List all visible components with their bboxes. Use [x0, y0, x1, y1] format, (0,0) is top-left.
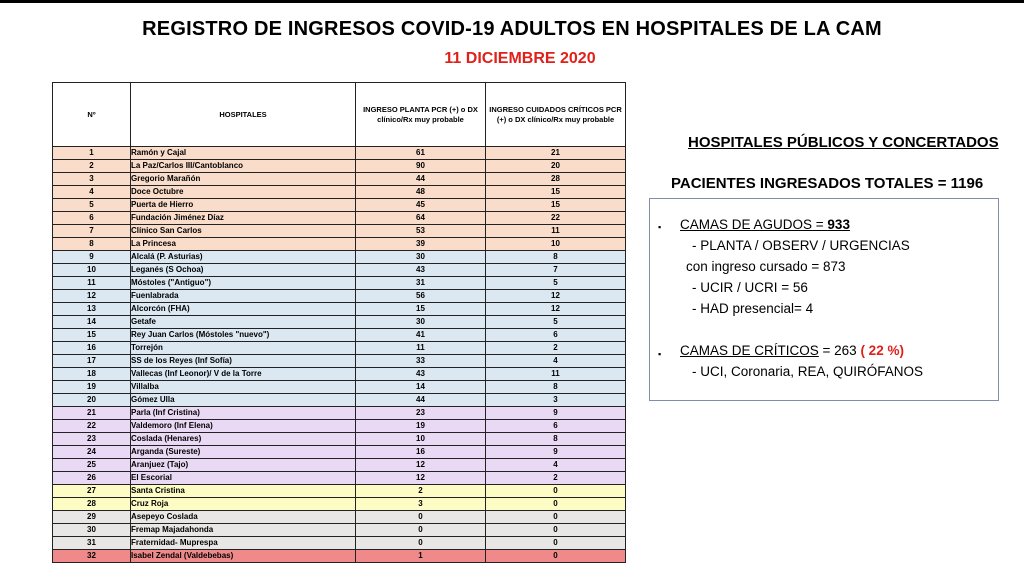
table-row [53, 459, 626, 472]
criticos-count: 0 [486, 485, 626, 498]
criticos-value: = 263 [818, 343, 861, 358]
criticos-detail-1: - UCI, Coronaria, REA, QUIRÓFANOS [692, 364, 924, 379]
table-row [53, 329, 626, 342]
hospital-name: Puerta de Hierro [131, 199, 356, 212]
planta-count: 2 [356, 485, 486, 498]
hospital-name: Doce Octubre [131, 186, 356, 199]
hospital-name: El Escorial [131, 472, 356, 485]
table-row [53, 511, 626, 524]
row-number: 21 [53, 407, 131, 420]
table-row [53, 238, 626, 251]
row-number: 14 [53, 316, 131, 329]
planta-count: 53 [356, 225, 486, 238]
criticos-count: 9 [486, 407, 626, 420]
planta-count: 48 [356, 186, 486, 199]
table-row [53, 524, 626, 537]
hospital-name: Asepeyo Coslada [131, 511, 356, 524]
row-number: 23 [53, 433, 131, 446]
table-row [53, 394, 626, 407]
criticos-count: 6 [486, 420, 626, 433]
agudos-equals: = [812, 217, 828, 232]
planta-count: 33 [356, 355, 486, 368]
criticos-count: 2 [486, 342, 626, 355]
row-number: 6 [53, 212, 131, 225]
criticos-count: 3 [486, 394, 626, 407]
row-number: 19 [53, 381, 131, 394]
row-number: 5 [53, 199, 131, 212]
header-planta: INGRESO PLANTA PCR (+) o DX clínico/Rx muy probable [356, 83, 486, 147]
hospital-name: Villalba [131, 381, 356, 394]
table-row [53, 173, 626, 186]
criticos-label: CAMAS DE CRÍTICOS [680, 343, 819, 358]
hospital-name: Alcalá (P. Asturias) [131, 251, 356, 264]
row-number: 11 [53, 277, 131, 290]
hospital-name: Valdemoro (Inf Elena) [131, 420, 356, 433]
table-body [53, 147, 626, 563]
criticos-percentage: ( 22 %) [860, 343, 904, 358]
planta-count: 14 [356, 381, 486, 394]
criticos-count: 5 [486, 277, 626, 290]
row-number: 32 [53, 550, 131, 563]
criticos-count: 12 [486, 303, 626, 316]
criticos-count: 11 [486, 225, 626, 238]
table-row [53, 225, 626, 238]
criticos-count: 4 [486, 355, 626, 368]
table-row [53, 199, 626, 212]
table-row [53, 485, 626, 498]
criticos-count: 10 [486, 238, 626, 251]
criticos-count: 12 [486, 290, 626, 303]
row-number: 10 [53, 264, 131, 277]
total-patients: PACIENTES INGRESADOS TOTALES = 1196 [671, 175, 984, 192]
header-criticos: INGRESO CUIDADOS CRÍTICOS PCR (+) o DX clínico/Rx muy probable [486, 83, 626, 147]
criticos-count: 21 [486, 147, 626, 160]
criticos-count: 8 [486, 433, 626, 446]
row-number: 15 [53, 329, 131, 342]
row-number: 20 [53, 394, 131, 407]
row-number: 24 [53, 446, 131, 459]
criticos-count: 0 [486, 537, 626, 550]
table-row [53, 186, 626, 199]
row-number: 2 [53, 160, 131, 173]
planta-count: 44 [356, 173, 486, 186]
hospital-name: Coslada (Henares) [131, 433, 356, 446]
planta-count: 43 [356, 368, 486, 381]
agudos-detail-2: con ingreso cursado = 873 [686, 259, 846, 274]
planta-count: 1 [356, 550, 486, 563]
row-number: 12 [53, 290, 131, 303]
planta-count: 64 [356, 212, 486, 225]
row-number: 28 [53, 498, 131, 511]
page-title: REGISTRO DE INGRESOS COVID-19 ADULTOS EN HOSPITALES DE LA CAM [142, 18, 882, 40]
table-row [53, 316, 626, 329]
planta-count: 12 [356, 459, 486, 472]
table-row [53, 277, 626, 290]
bullet-icon: ▪ [658, 349, 662, 359]
hospital-name: Gómez Ulla [131, 394, 356, 407]
row-number: 31 [53, 537, 131, 550]
table-row [53, 472, 626, 485]
table-row [53, 498, 626, 511]
row-number: 9 [53, 251, 131, 264]
agudos-detail-1: - PLANTA / OBSERV / URGENCIAS [692, 238, 910, 253]
bullet-icon: ▪ [658, 222, 662, 232]
hospital-name: Ramón y Cajal [131, 147, 356, 160]
table-row [53, 342, 626, 355]
criticos-count: 20 [486, 160, 626, 173]
hospital-name: La Paz/Carlos III/Cantoblanco [131, 160, 356, 173]
planta-count: 16 [356, 446, 486, 459]
criticos-count: 0 [486, 511, 626, 524]
criticos-count: 9 [486, 446, 626, 459]
planta-count: 30 [356, 316, 486, 329]
table-row [53, 355, 626, 368]
planta-count: 15 [356, 303, 486, 316]
table-row [53, 433, 626, 446]
planta-count: 3 [356, 498, 486, 511]
criticos-count: 15 [486, 186, 626, 199]
hospital-name: Vallecas (Inf Leonor)/ V de la Torre [131, 368, 356, 381]
table-row [53, 550, 626, 563]
hospital-name: Rey Juan Carlos (Móstoles "nuevo") [131, 329, 356, 342]
table-row [53, 251, 626, 264]
planta-count: 45 [356, 199, 486, 212]
planta-count: 0 [356, 524, 486, 537]
row-number: 13 [53, 303, 131, 316]
agudos-detail-3: - UCIR / UCRI = 56 [692, 280, 808, 295]
planta-count: 43 [356, 264, 486, 277]
planta-count: 12 [356, 472, 486, 485]
header-number: Nº [53, 83, 131, 147]
planta-count: 23 [356, 407, 486, 420]
criticos-count: 28 [486, 173, 626, 186]
hospital-name: Móstoles ("Antiguo") [131, 277, 356, 290]
planta-count: 30 [356, 251, 486, 264]
table-row [53, 303, 626, 316]
planta-count: 31 [356, 277, 486, 290]
hospital-name: Fraternidad- Muprespa [131, 537, 356, 550]
row-number: 16 [53, 342, 131, 355]
criticos-count: 7 [486, 264, 626, 277]
criticos-count: 5 [486, 316, 626, 329]
row-number: 17 [53, 355, 131, 368]
hospital-name: Aranjuez (Tajo) [131, 459, 356, 472]
table-row [53, 420, 626, 433]
row-number: 22 [53, 420, 131, 433]
planta-count: 41 [356, 329, 486, 342]
hospital-name: Santa Cristina [131, 485, 356, 498]
agudos-line [680, 215, 850, 235]
hospital-name: Fundación Jiménez Díaz [131, 212, 356, 225]
hospital-name: Leganés (S Ochoa) [131, 264, 356, 277]
planta-count: 61 [356, 147, 486, 160]
hospital-name: Getafe [131, 316, 356, 329]
criticos-count: 0 [486, 524, 626, 537]
hospital-name: Torrejón [131, 342, 356, 355]
table-row [53, 381, 626, 394]
row-number: 26 [53, 472, 131, 485]
planta-count: 19 [356, 420, 486, 433]
table-row [53, 264, 626, 277]
row-number: 1 [53, 147, 131, 160]
row-number: 18 [53, 368, 131, 381]
hospital-admissions-table [52, 82, 626, 563]
planta-count: 0 [356, 537, 486, 550]
agudos-value: 933 [827, 217, 850, 232]
hospital-name: Fuenlabrada [131, 290, 356, 303]
table-row [53, 290, 626, 303]
hospital-name: Cruz Roja [131, 498, 356, 511]
planta-count: 0 [356, 511, 486, 524]
agudos-detail-4: - HAD presencial= 4 [692, 301, 814, 316]
planta-count: 39 [356, 238, 486, 251]
criticos-count: 4 [486, 459, 626, 472]
row-number: 4 [53, 186, 131, 199]
row-number: 27 [53, 485, 131, 498]
report-date: 11 DICIEMBRE 2020 [444, 50, 596, 67]
table-row [53, 147, 626, 160]
row-number: 8 [53, 238, 131, 251]
row-number: 7 [53, 225, 131, 238]
criticos-count: 8 [486, 381, 626, 394]
criticos-count: 22 [486, 212, 626, 225]
criticos-count: 8 [486, 251, 626, 264]
table-header-row [53, 83, 626, 147]
hospital-name: Fremap Majadahonda [131, 524, 356, 537]
planta-count: 44 [356, 394, 486, 407]
table-row [53, 212, 626, 225]
row-number: 3 [53, 173, 131, 186]
criticos-line [680, 341, 904, 361]
hospital-name: Alcorcón (FHA) [131, 303, 356, 316]
criticos-count: 0 [486, 550, 626, 563]
table-row [53, 368, 626, 381]
table-row [53, 407, 626, 420]
beds-summary-box [649, 198, 999, 401]
summary-heading: HOSPITALES PÚBLICOS Y CONCERTADOS [688, 134, 999, 151]
hospital-name: Parla (Inf Cristina) [131, 407, 356, 420]
agudos-label: CAMAS DE AGUDOS [680, 217, 813, 232]
row-number: 25 [53, 459, 131, 472]
hospital-name: Isabel Zendal (Valdebebas) [131, 550, 356, 563]
row-number: 30 [53, 524, 131, 537]
criticos-count: 15 [486, 199, 626, 212]
hospital-name: La Princesa [131, 238, 356, 251]
hospital-name: Clínico San Carlos [131, 225, 356, 238]
table-row [53, 537, 626, 550]
planta-count: 56 [356, 290, 486, 303]
planta-count: 10 [356, 433, 486, 446]
hospital-name: Arganda (Sureste) [131, 446, 356, 459]
row-number: 29 [53, 511, 131, 524]
planta-count: 11 [356, 342, 486, 355]
hospital-name: SS de los Reyes (Inf Sofía) [131, 355, 356, 368]
table-row [53, 446, 626, 459]
hospital-name: Gregorio Marañón [131, 173, 356, 186]
table-row [53, 160, 626, 173]
criticos-count: 11 [486, 368, 626, 381]
criticos-count: 0 [486, 498, 626, 511]
top-border-line [0, 0, 1024, 3]
planta-count: 90 [356, 160, 486, 173]
criticos-count: 6 [486, 329, 626, 342]
header-hospitals: HOSPITALES [131, 83, 356, 147]
criticos-count: 2 [486, 472, 626, 485]
